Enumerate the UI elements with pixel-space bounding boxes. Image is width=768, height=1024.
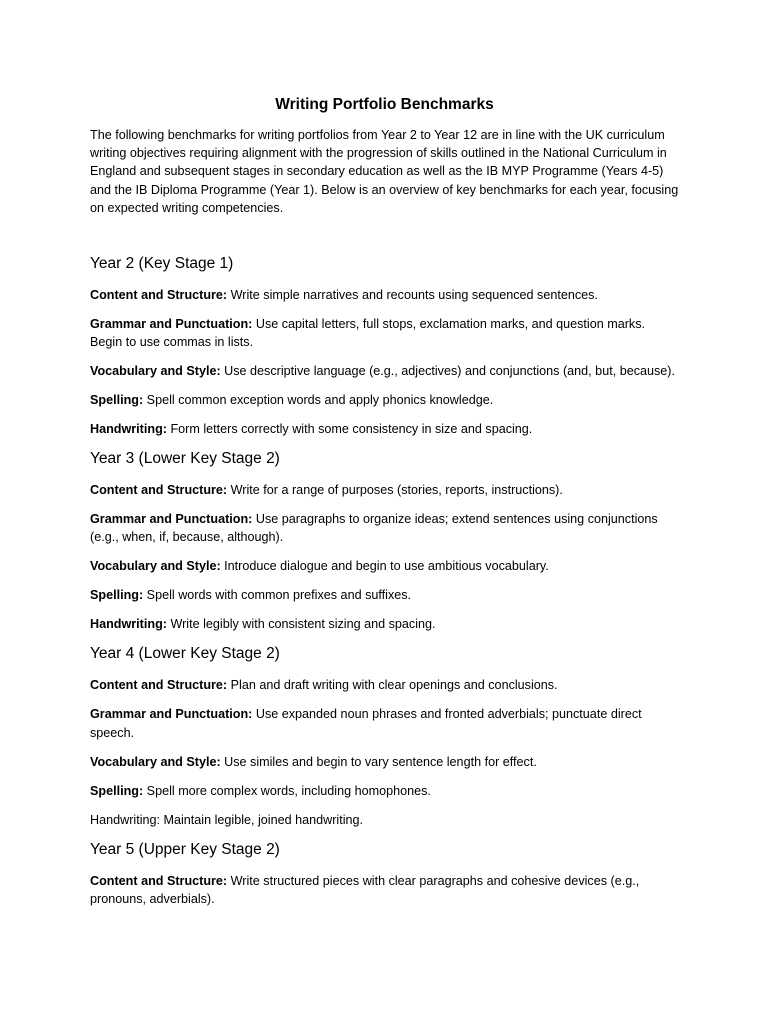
benchmark-label: Spelling:: [90, 588, 144, 603]
benchmark-text: Use similes and begin to vary sentence length for effect.: [220, 754, 537, 769]
benchmark-text: Introduce dialogue and begin to use ambitious vocabulary.: [220, 559, 549, 574]
section-heading: Year 2 (Key Stage 1): [90, 255, 234, 273]
benchmark-handwriting: [90, 420, 679, 438]
benchmark-text: Plan and draft writing with clear openings and conclusions.: [227, 678, 558, 693]
benchmark-text: Write simple narratives and recounts using sequenced sentences.: [227, 288, 598, 303]
section-heading: Year 3 (Lower Key Stage 2): [90, 450, 280, 468]
benchmark-content-structure: [90, 872, 679, 908]
benchmark-label: Handwriting:: [90, 617, 167, 632]
benchmark-label: Vocabulary and Style:: [90, 364, 221, 379]
benchmark-grammar-punctuation: [90, 510, 679, 546]
benchmark-vocabulary-style: [90, 753, 679, 771]
benchmark-text: Use capital letters, full stops, exclamation marks, and question marks. Begin to use commas in lists.: [90, 317, 646, 350]
benchmark-text: Spell common exception words and apply phonics knowledge.: [143, 393, 494, 408]
section-year-3: [90, 449, 679, 633]
benchmark-spelling: [90, 782, 679, 800]
benchmark-label: Spelling:: [90, 783, 144, 798]
benchmark-label: Grammar and Punctuation:: [90, 512, 253, 527]
benchmark-label: Content and Structure:: [90, 288, 228, 303]
benchmark-label: Content and Structure:: [90, 483, 228, 498]
benchmark-grammar-punctuation: [90, 705, 679, 741]
benchmark-content-structure: [90, 481, 679, 499]
benchmark-label: Grammar and Punctuation:: [90, 707, 253, 722]
section-year-5: [90, 840, 679, 908]
intro-paragraph: The following benchmarks for writing portfolios from Year 2 to Year 12 are in line with the UK curriculum writing objectives requiring alignment with the progression of skills outlined in the National Curriculum in England and subsequent stages in secondary education as well as the IB MYP Programme (Years 4-5) and the IB Diploma Programme (Year 1). Below is an overview of key benchmarks for each year, focusing on expected writing competencies.: [90, 128, 679, 215]
section-year-4: [90, 644, 679, 828]
benchmark-spelling: [90, 391, 679, 409]
benchmark-label: Vocabulary and Style:: [90, 754, 221, 769]
benchmark-handwriting: [90, 615, 679, 633]
benchmark-text: Spell more complex words, including homophones.: [143, 783, 431, 798]
benchmark-label: Content and Structure:: [90, 873, 228, 888]
benchmark-text: Form letters correctly with some consistency in size and spacing.: [166, 422, 533, 437]
section-heading: Year 5 (Upper Key Stage 2): [90, 840, 280, 858]
section-year-2: [90, 254, 679, 438]
benchmark-handwriting: [90, 811, 679, 829]
section-heading: Year 4 (Lower Key Stage 2): [90, 645, 280, 663]
benchmark-content-structure: [90, 676, 679, 694]
benchmark-spelling: [90, 586, 679, 604]
benchmark-label: Handwriting:: [90, 422, 167, 437]
benchmark-text: Spell words with common prefixes and suffixes.: [143, 588, 412, 603]
benchmark-text: Use paragraphs to organize ideas; extend sentences using conjunctions (e.g., when, if, because, although).: [90, 512, 658, 545]
benchmark-text: Use descriptive language (e.g., adjectives) and conjunctions (and, but, because).: [220, 364, 675, 379]
benchmark-vocabulary-style: [90, 557, 679, 575]
benchmark-grammar-punctuation: [90, 315, 679, 351]
benchmark-text: Use expanded noun phrases and fronted adverbials; punctuate direct speech.: [90, 707, 642, 740]
benchmark-content-structure: [90, 286, 679, 304]
document-title: Writing Portfolio Benchmarks: [275, 96, 494, 113]
benchmark-text: Handwriting: Maintain legible, joined handwriting.: [90, 812, 364, 827]
benchmark-vocabulary-style: [90, 362, 679, 380]
benchmark-text: Write legibly with consistent sizing and spacing.: [166, 617, 436, 632]
benchmark-text: Write structured pieces with clear paragraphs and cohesive devices (e.g., pronouns, adverbials).: [90, 873, 640, 906]
benchmark-label: Grammar and Punctuation:: [90, 317, 253, 332]
benchmark-label: Vocabulary and Style:: [90, 559, 221, 574]
benchmark-label: Content and Structure:: [90, 678, 228, 693]
benchmark-text: Write for a range of purposes (stories, reports, instructions).: [227, 483, 563, 498]
benchmark-label: Spelling:: [90, 393, 144, 408]
